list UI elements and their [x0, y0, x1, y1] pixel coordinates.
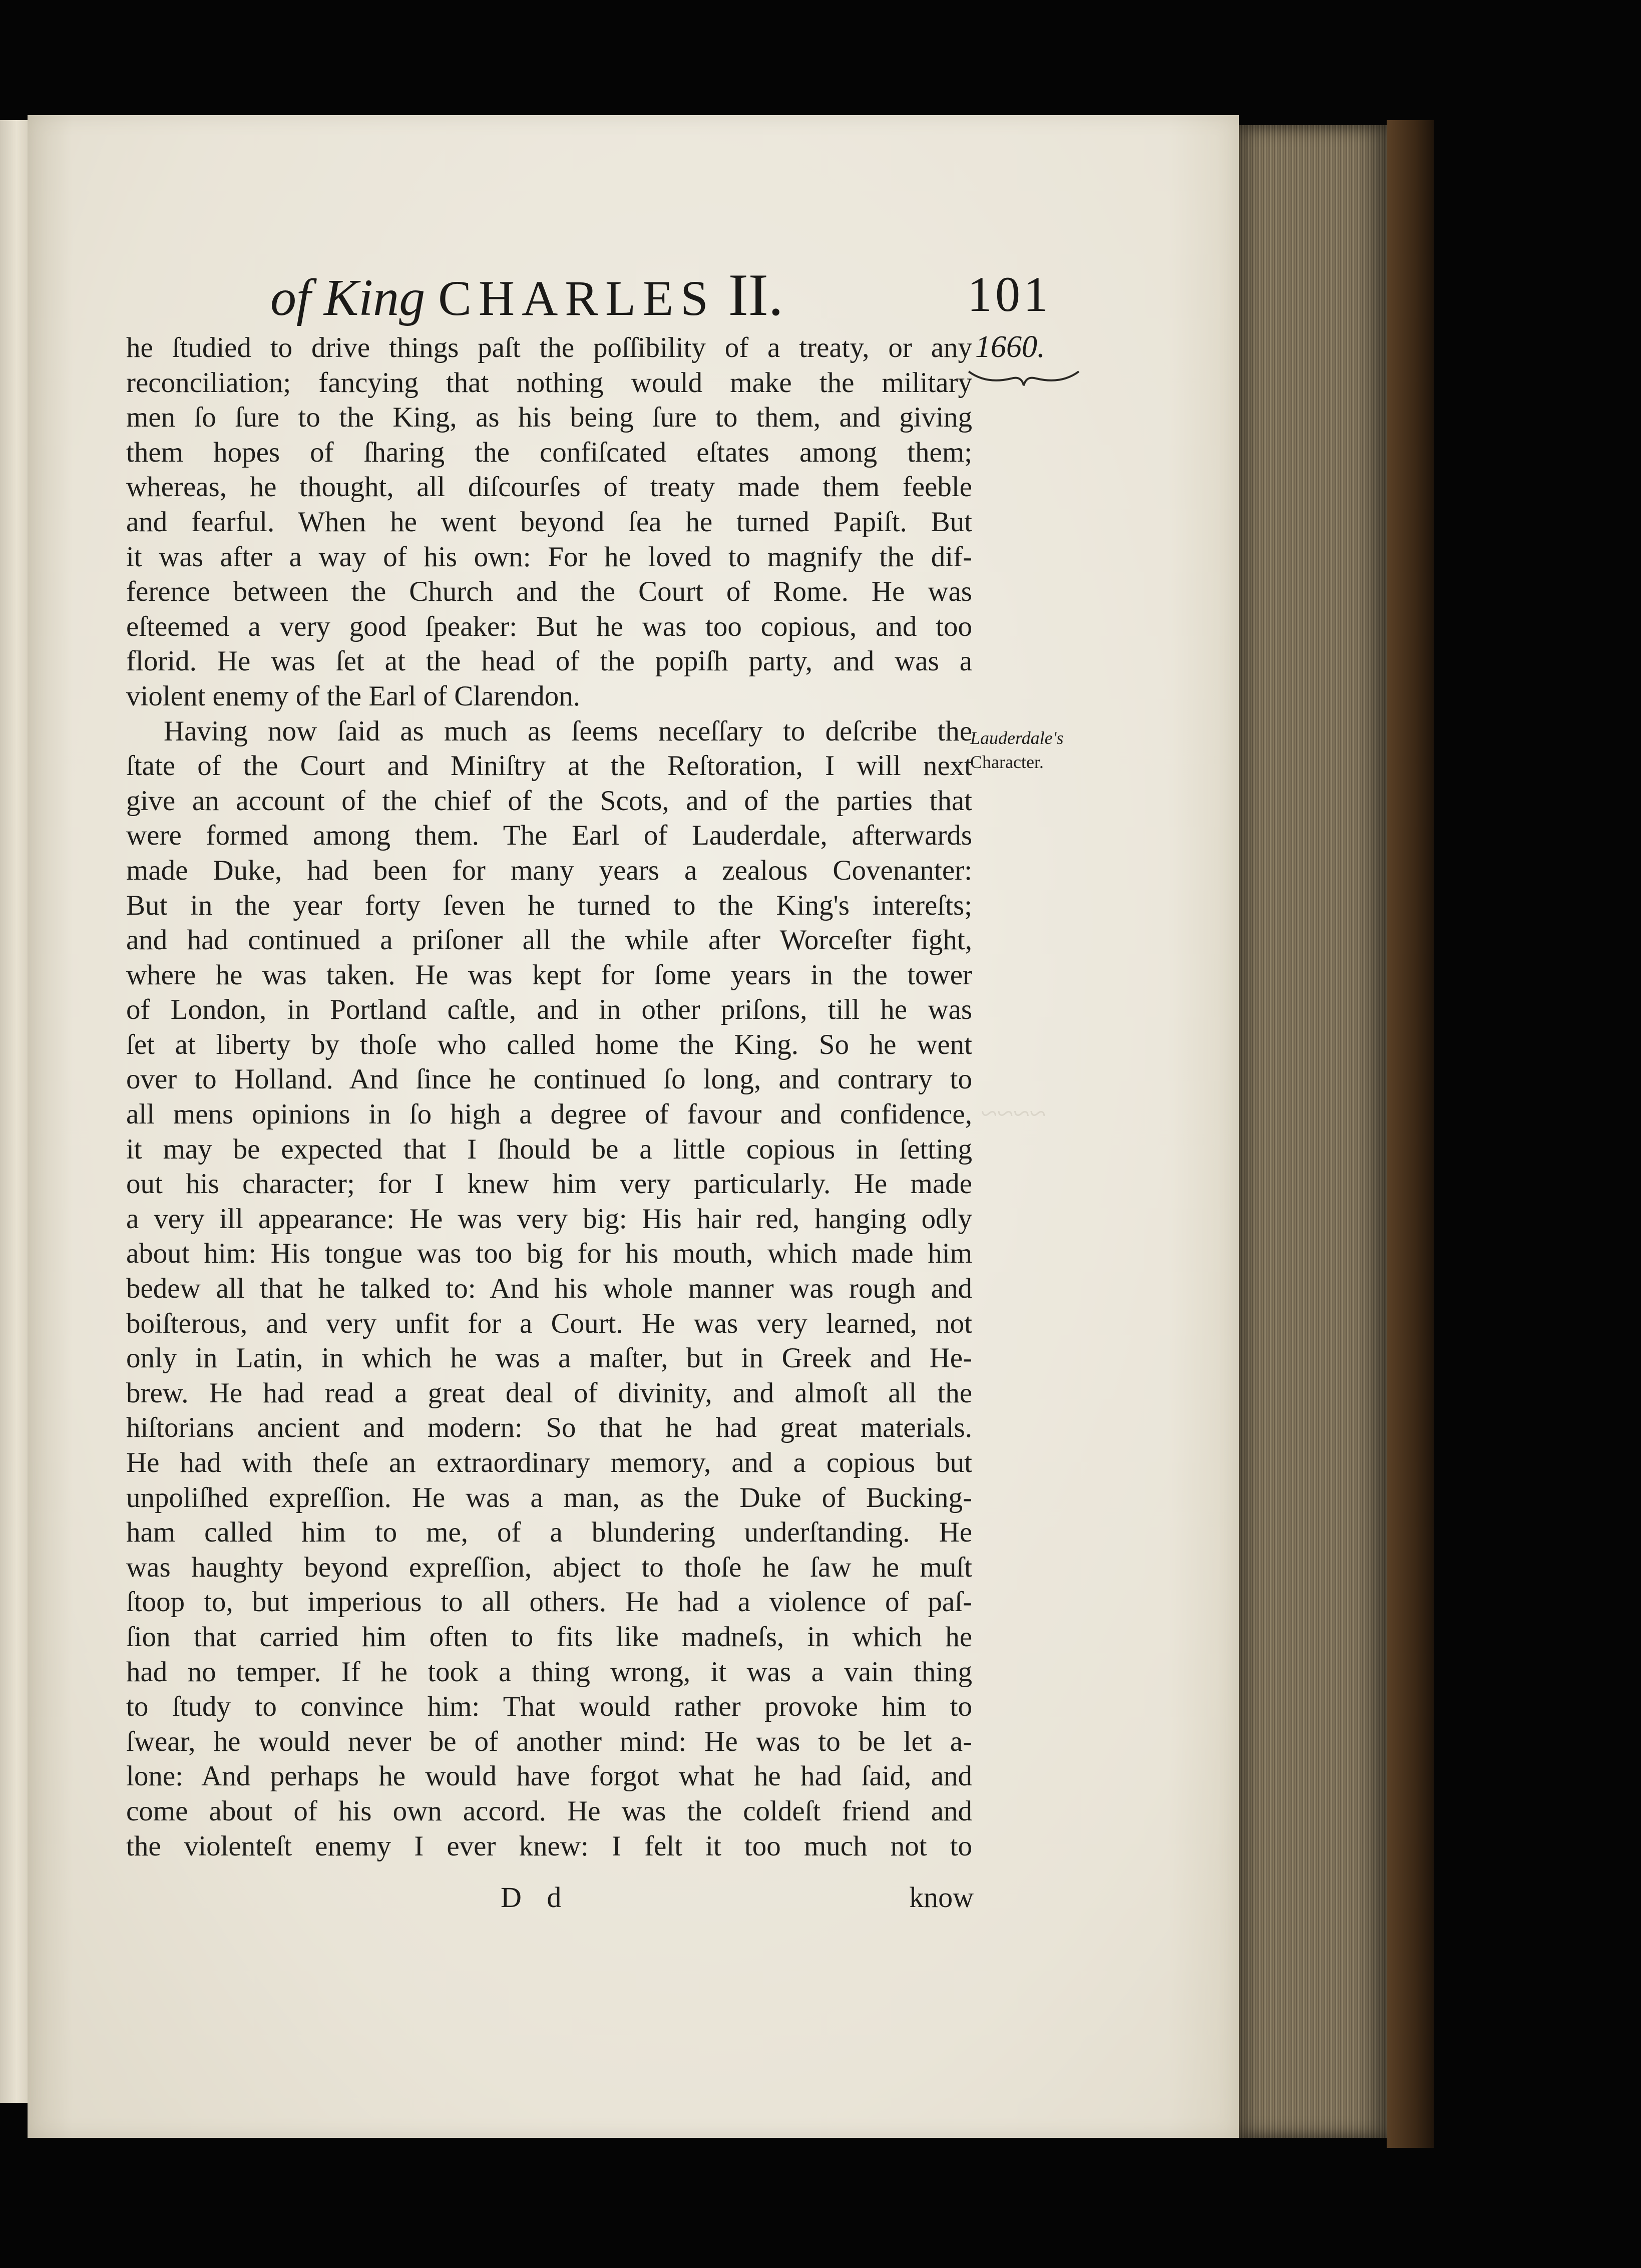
text-line: But in the year forty ſeven he turned to the King's intereſts; [126, 889, 972, 921]
page-number: 101 [967, 266, 1051, 322]
running-head-numeral: II. [728, 261, 783, 328]
text-line: violent enemy of the Earl of Clarendon. [126, 680, 580, 712]
text-line: and had continued a priſoner all the while after Worceſter fight, [126, 924, 972, 956]
text-line: whereas, he thought, all diſcourſes of treaty made them feeble [126, 471, 972, 503]
running-head-name: CHARLES [438, 270, 715, 326]
text-line: all mens opinions in ſo high a degree of favour and confidence, [126, 1098, 972, 1130]
text-line: out his character; for I knew him very particularly. He made [126, 1168, 972, 1200]
text-line: the violenteſt enemy I ever knew: I felt it too much not to [126, 1830, 972, 1862]
margin-note-name: Lauderdale's [970, 728, 1064, 748]
text-line: ſwear, he would never be of another mind: He was to be let a- [126, 1725, 972, 1757]
text-line: lone: And perhaps he would have forgot what he had ſaid, and [126, 1760, 972, 1792]
text-line: where he was taken. He was kept for ſome years in the tower [126, 959, 972, 991]
text-line: hiſtorians ancient and modern: So that he had great materials. [126, 1412, 972, 1444]
running-head [270, 260, 1051, 329]
text-line: He had with theſe an extraordinary memory, and a copious but [126, 1447, 972, 1478]
text-line: ſtoop to, but imperious to all others. He had a violence of paſ- [126, 1586, 972, 1618]
text-line: a very ill appearance: He was very big: His hair red, hanging odly [126, 1203, 972, 1235]
text-line: come about of his own accord. He was the coldeſt friend and [126, 1795, 972, 1827]
running-head-king: King [323, 269, 426, 326]
margin-note-label: Character. [970, 752, 1044, 772]
brace-ornament [966, 365, 1081, 391]
text-line: only in Latin, in which he was a maſter, but in Greek and He- [126, 1342, 972, 1374]
margin-year: 1660. [975, 330, 1045, 364]
text-line: and fearful. When he went beyond ſea he turned Papiſt. But [126, 506, 972, 538]
signature-mark: D d [501, 1881, 571, 1914]
text-line: brew. He had read a great deal of divinity, and almoſt all the [126, 1377, 972, 1409]
text-line: reconciliation; fancying that nothing would make the military [126, 366, 972, 399]
text-line: them hopes of ſharing the confiſcated eſtates among them; [126, 436, 972, 468]
catchword: know [909, 1881, 974, 1914]
text-line: give an account of the chief of the Scots, and of the parties that [126, 785, 972, 817]
text-line: bedew all that he talked to: And his whole manner was rough and [126, 1273, 972, 1305]
text-line: over to Holland. And ſince he continued ſo long, and contrary to [126, 1063, 972, 1095]
text-line: about him: His tongue was too big for his mouth, which made him [126, 1238, 972, 1270]
show-through: ~~~~ [981, 1097, 1046, 1130]
text-line: eſteemed a very good ſpeaker: But he was too copious, and too [126, 610, 972, 642]
text-line: ham called him to me, of a blundering underſtanding. He [126, 1517, 972, 1549]
margin-note [970, 726, 1080, 774]
text-line: ſet at liberty by thoſe who called home the King. So he went [126, 1028, 972, 1060]
running-head-of: of [270, 269, 311, 326]
text-line: unpoliſhed expreſſion. He was a man, as the Duke of Bucking- [126, 1481, 972, 1514]
text-line: it was after a way of his own: For he loved to magnify the dif- [126, 541, 972, 573]
text-line: ſion that carried him often to fits like madneſs, in which he [126, 1621, 972, 1653]
text-line: had no temper. If he took a thing wrong, it was a vain thing [126, 1656, 972, 1688]
text-line: Having now ſaid as much as ſeems neceſſary to deſcribe the [164, 715, 972, 747]
text-line: of London, in Portland caſtle, and in other priſons, till he was [126, 994, 972, 1026]
text-line: to ſtudy to convince him: That would rather provoke him to [126, 1691, 972, 1723]
text-line: ference between the Church and the Court of Rome. He was [126, 576, 972, 608]
text-line: he ſtudied to drive things paſt the poſſibility of a treaty, or any [126, 332, 972, 363]
text-line: ſtate of the Court and Miniſtry at the Reſtoration, I will next [126, 750, 972, 782]
text-line: boiſterous, and very unfit for a Court. He was very learned, not [126, 1307, 972, 1339]
body-text [126, 330, 972, 1863]
text-line: made Duke, had been for many years a zealous Covenanter: [126, 854, 972, 886]
text-line: men ſo ſure to the King, as his being ſure to them, and giving [126, 402, 972, 434]
text-line: it may be expected that I ſhould be a little copious in ſetting [126, 1133, 972, 1165]
text-line: was haughty beyond expreſſion, abject to thoſe he ſaw he muſt [126, 1551, 972, 1583]
text-line: florid. He was ſet at the head of the popiſh party, and was a [126, 645, 972, 677]
text-line: were formed among them. The Earl of Lauderdale, afterwards [126, 820, 972, 852]
